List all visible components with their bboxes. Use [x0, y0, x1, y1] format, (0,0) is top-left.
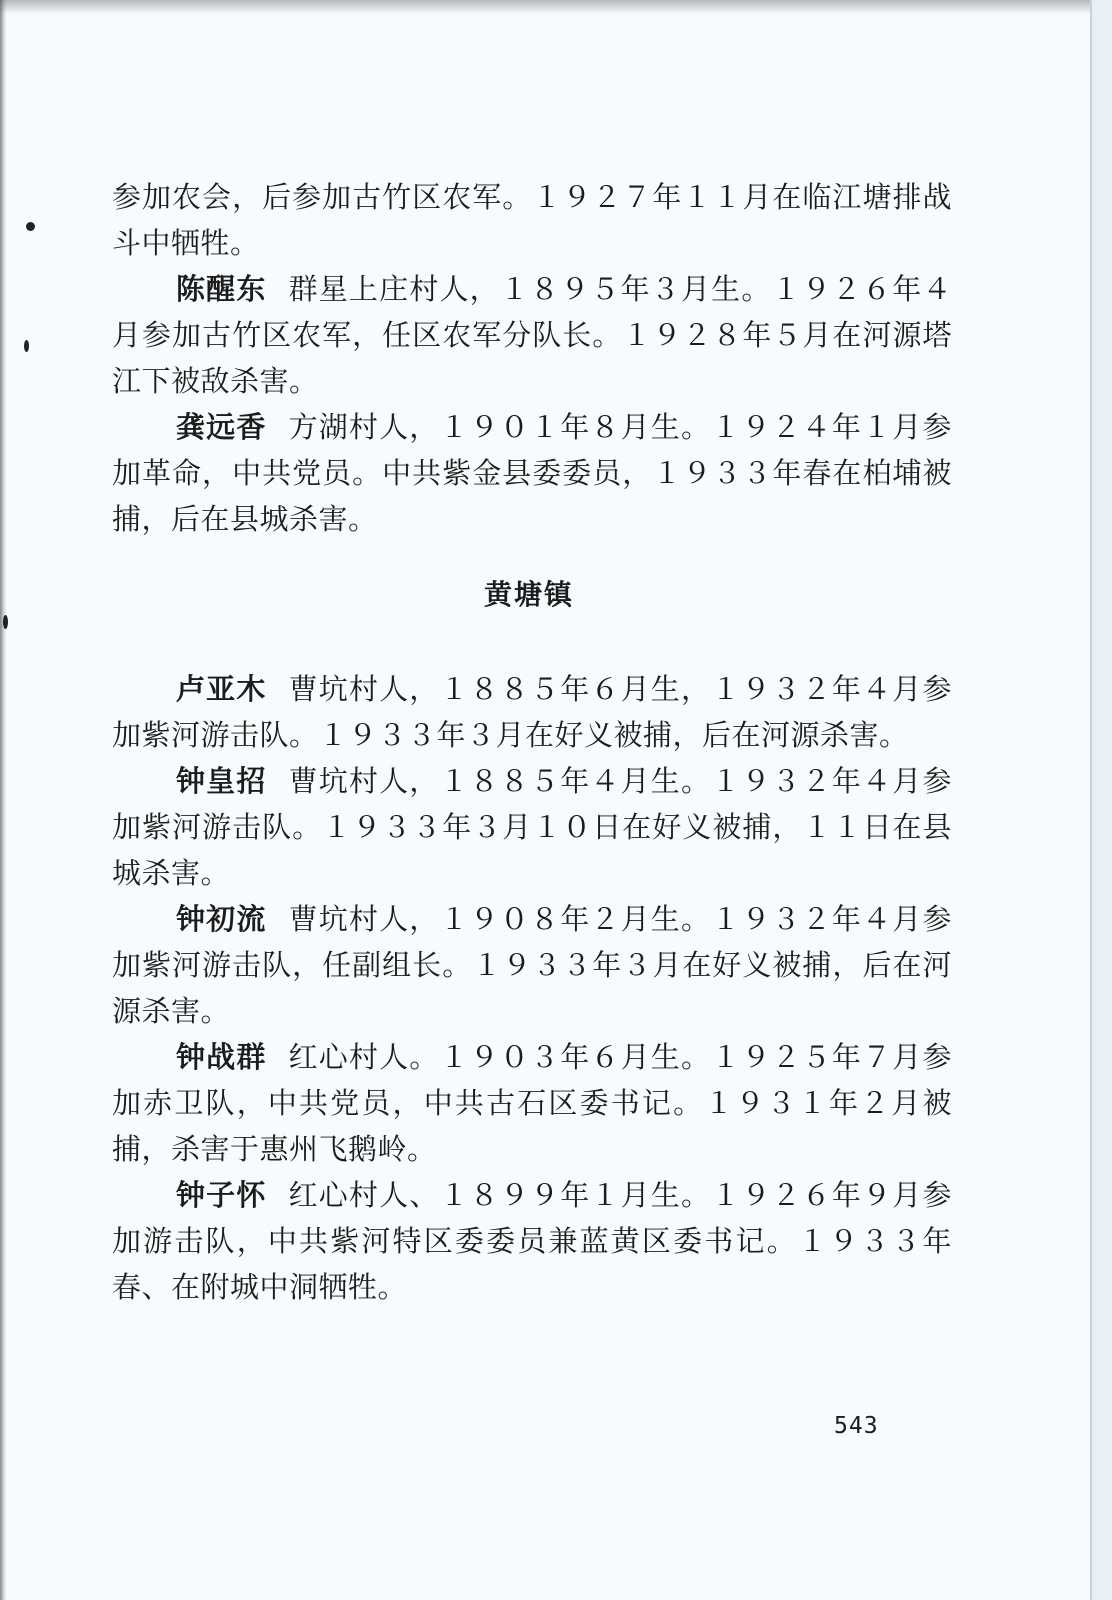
biography-entry [112, 266, 952, 404]
person-name: 钟战群 [176, 1040, 267, 1074]
biography-entry [112, 896, 952, 1034]
biography-text: 群星上庄村人，１８９５年３月生。１９２６年４月参加古竹区农军，任区农军分队长。１９２８年５月在河源塔江下被敌杀害。 [112, 272, 952, 398]
person-name: 卢亚木 [176, 672, 267, 706]
biography-entry [112, 666, 952, 758]
person-name: 钟皇招 [176, 764, 267, 798]
biography-text: 曹坑村人，１８８５年４月生。１９３２年４月参加紫河游击队。１９３３年３月１０日在好义被捕，１１日在县城杀害。 [112, 764, 952, 890]
biography-entry [112, 1172, 952, 1310]
scan-speck [24, 340, 29, 352]
biography-entry [112, 404, 952, 542]
biography-text: 红心村人、１８９９年１月生。１９２６年９月参加游击队，中共紫河特区委委员兼蓝黄区委书记。１９３３年春、在附城中洞牺牲。 [112, 1178, 952, 1304]
biography-entry [112, 758, 952, 896]
biography-entry [112, 1034, 952, 1172]
person-name: 陈醒东 [176, 272, 267, 306]
section-heading: 黄塘镇 [483, 578, 574, 611]
scan-top-shadow [0, 0, 1090, 14]
paragraph-text: 参加农会，后参加古竹区农军。１９２７年１１月在临江塘排战斗中牺牲。 [112, 180, 952, 260]
biography-text: 曹坑村人，１９０８年２月生。１９３２年４月参加紫河游击队，任副组长。１９３３年３月在好义被捕，后在河源杀害。 [112, 902, 952, 1028]
person-name: 钟子怀 [176, 1178, 267, 1212]
biography-text: 曹坑村人，１８８５年６月生，１９３２年４月参加紫河游击队。１９３３年３月在好义被捕，后在河源杀害。 [112, 672, 952, 752]
person-name: 钟初流 [176, 902, 267, 936]
scan-speck [3, 615, 8, 629]
biography-text: 方湖村人，１９０１年８月生。１９２４年１月参加革命，中共党员。中共紫金县委委员，１９３３年春在柏埔被捕，后在县城杀害。 [112, 410, 952, 536]
page-number: 543 [834, 1413, 879, 1439]
biography-text: 红心村人。１９０３年６月生。１９２５年７月参加赤卫队，中共党员，中共古石区委书记。１９３１年２月被捕，杀害于惠州飞鹅岭。 [112, 1040, 952, 1166]
paragraph-continuation [112, 174, 952, 266]
document-body [112, 174, 952, 1310]
scan-speck [26, 222, 35, 231]
person-name: 龚远香 [176, 410, 267, 444]
